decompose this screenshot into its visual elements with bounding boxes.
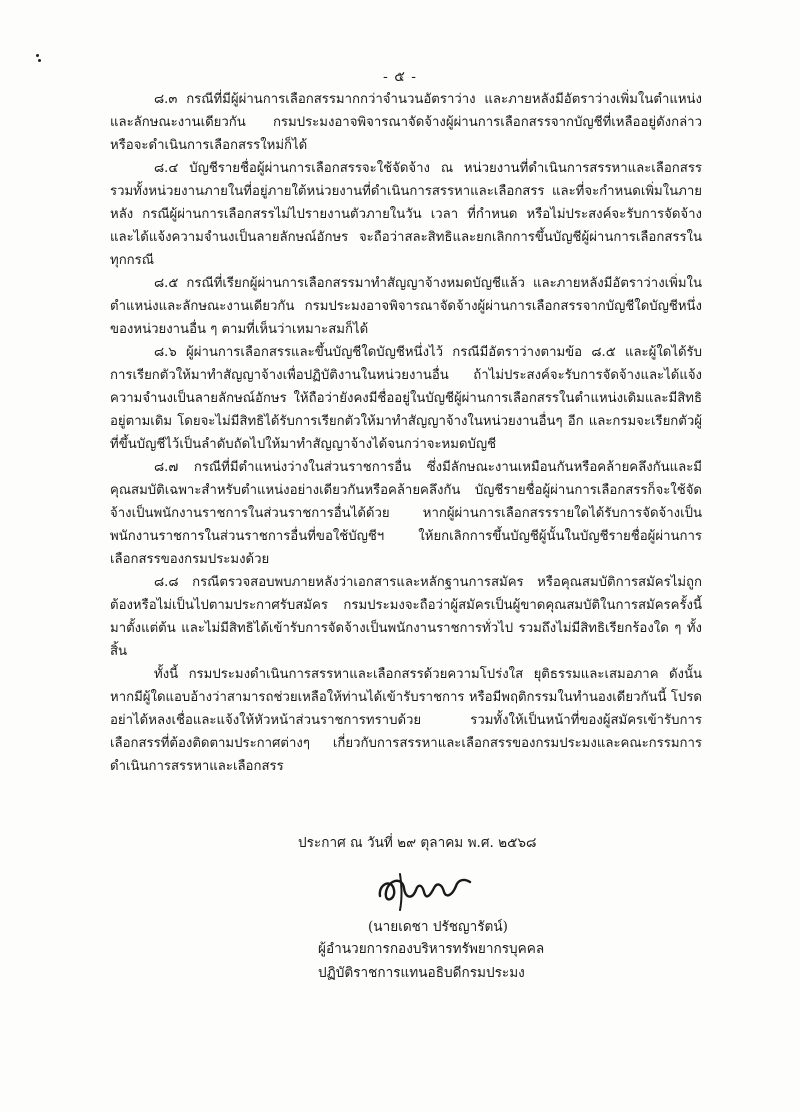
closing-paragraph: ทั้งนี้ กรมประมงดำเนินการสรรหาและเลือกสรรด้วยความโปร่งใส ยุติธรรมและเสมอภาค ดังนั้น หากมีผู้ใดแอบอ้างว่าสามารถช่วยเหลือให้ท่านได้เข้ารับราชการ หรือมีพฤติกรรมในทำนองเดียวกันนี้ โปรดอย่าได้หลงเชื่อและแจ้งให้หัวหน้าส่วนราชการทราบด้วย รวมทั้งให้เป็นหน้าที่ของผู้สมัครเข้ารับการเลือกสรรที่ต้องติดตามประกาศต่างๆ เกี่ยวกับการสรรหาและเลือกสรรของกรมประมงและคณะกรรมการดำเนินการสรรหาและเลือกสรร <box>110 667 702 774</box>
clause-8-6: ๘.๖ ผู้ผ่านการเลือกสรรและขึ้นบัญชีใดบัญชีหนึ่งไว้ กรณีมีอัตราว่างตามข้อ ๘.๕ และผู้ใดได้รับการเรียกตัวให้มาทำสัญญาจ้างเพื่อปฏิบัติงานในหน่วยงานอื่น ถ้าไม่ประสงค์จะรับการจัดจ้างและได้แจ้งความจำนงเป็นลายลักษณ์อักษร ให้ถือว่ายังคงมีชื่ออยู่ในบัญชีผู้ผ่านการเลือกสรรในตำแหน่งเดิมและมีสิทธิอยู่ตามเดิม โดยจะไม่มีสิทธิได้รับการเรียกตัวให้มาทำสัญญาจ้างในหน่วยงานอื่นๆ อีก และกรมจะเรียกตัวผู้ที่ขึ้นบัญชีไว้เป็นลำดับถัดไปให้มาทำสัญญาจ้างได้จนกว่าจะหมดบัญชี <box>110 345 702 452</box>
scan-speck <box>36 54 39 57</box>
page-number: - ๕ - <box>383 69 417 85</box>
clause-8-4: ๘.๔ บัญชีรายชื่อผู้ผ่านการเลือกสรรจะใช้จัดจ้าง ณ หน่วยงานที่ดำเนินการสรรหาและเลือกสรร รวมทั้งหน่วยงานภายในที่อยู่ภายใต้หน่วยงานที่ดำเนินการสรรหาและเลือกสรร และที่จะกำหนดเพิ่มในภายหลัง กรณีผู้ผ่านการเลือกสรรไม่ไปรายงานตัวภายในวัน เวลา ที่กำหนด หรือไม่ประสงค์จะรับการจัดจ้างและได้แจ้งความจำนงเป็นลายลักษณ์อักษร จะถือว่าสละสิทธิและยกเลิกการขึ้นบัญชีผู้ผ่านการเลือกสรรในทุกกรณี <box>110 161 702 268</box>
signer-acting-for: ปฏิบัติราชการแทนอธิบดีกรมประมง <box>318 965 525 981</box>
announcement-date: ประกาศ ณ วันที่ ๒๙ ตุลาคม พ.ศ. ๒๕๖๘ <box>298 835 537 851</box>
signer-name: (นายเดชา ปรัชญารัตน์) <box>368 919 508 935</box>
clause-8-7: ๘.๗ กรณีที่มีตำแหน่งว่างในส่วนราชการอื่น ซึ่งมีลักษณะงานเหมือนกันหรือคล้ายคลึงกันและมีคุณสมบัติเฉพาะสำหรับตำแหน่งอย่างเดียวกันหรือคล้ายคลึงกัน บัญชีรายชื่อผู้ผ่านการเลือกสรรก็จะใช้จัดจ้างเป็นพนักงานราชการในส่วนราชการอื่นได้ด้วย หากผู้ผ่านการเลือกสรรรายใดได้รับการจัดจ้างเป็นพนักงานราชการในส่วนราชการอื่นที่ขอใช้บัญชีฯ ให้ยกเลิกการขึ้นบัญชีผู้นั้นในบัญชีรายชื่อผู้ผ่านการเลือกสรรของกรมประมงด้วย <box>110 460 702 567</box>
scan-speck <box>38 59 41 62</box>
handwritten-signature <box>372 866 482 914</box>
document-body <box>110 88 702 778</box>
signer-position: ผู้อำนวยการกองบริหารทรัพยากรบุคคล <box>318 941 545 957</box>
clause-8-3: ๘.๓ กรณีที่มีผู้ผ่านการเลือกสรรมากกว่าจำนวนอัตราว่าง และภายหลังมีอัตราว่างเพิ่มในตำแหน่งและลักษณะงานเดียวกัน กรมประมงอาจพิจารณาจัดจ้างผู้ผ่านการเลือกสรรจากบัญชีที่เหลืออยู่ดังกล่าว หรือจะดำเนินการเลือกสรรใหม่ก็ได้ <box>110 92 702 153</box>
clause-8-5: ๘.๕ กรณีที่เรียกผู้ผ่านการเลือกสรรมาทำสัญญาจ้างหมดบัญชีแล้ว และภายหลังมีอัตราว่างเพิ่มในตำแหน่งและลักษณะงานเดียวกัน กรมประมงอาจพิจารณาจัดจ้างผู้ผ่านการเลือกสรรจากบัญชีใดบัญชีหนึ่งของหน่วยงานอื่น ๆ ตามที่เห็นว่าเหมาะสมก็ได้ <box>110 276 702 337</box>
clause-8-8: ๘.๘ กรณีตรวจสอบพบภายหลังว่าเอกสารและหลักฐานการสมัคร หรือคุณสมบัติการสมัครไม่ถูกต้องหรือไม่เป็นไปตามประกาศรับสมัคร กรมประมงจะถือว่าผู้สมัครเป็นผู้ขาดคุณสมบัติในการสมัครครั้งนี้มาตั้งแต่ต้น และไม่มีสิทธิได้เข้ารับการจัดจ้างเป็นพนักงานราชการทั่วไป รวมถึงไม่มีสิทธิเรียกร้องใด ๆ ทั้งสิ้น <box>110 575 702 659</box>
